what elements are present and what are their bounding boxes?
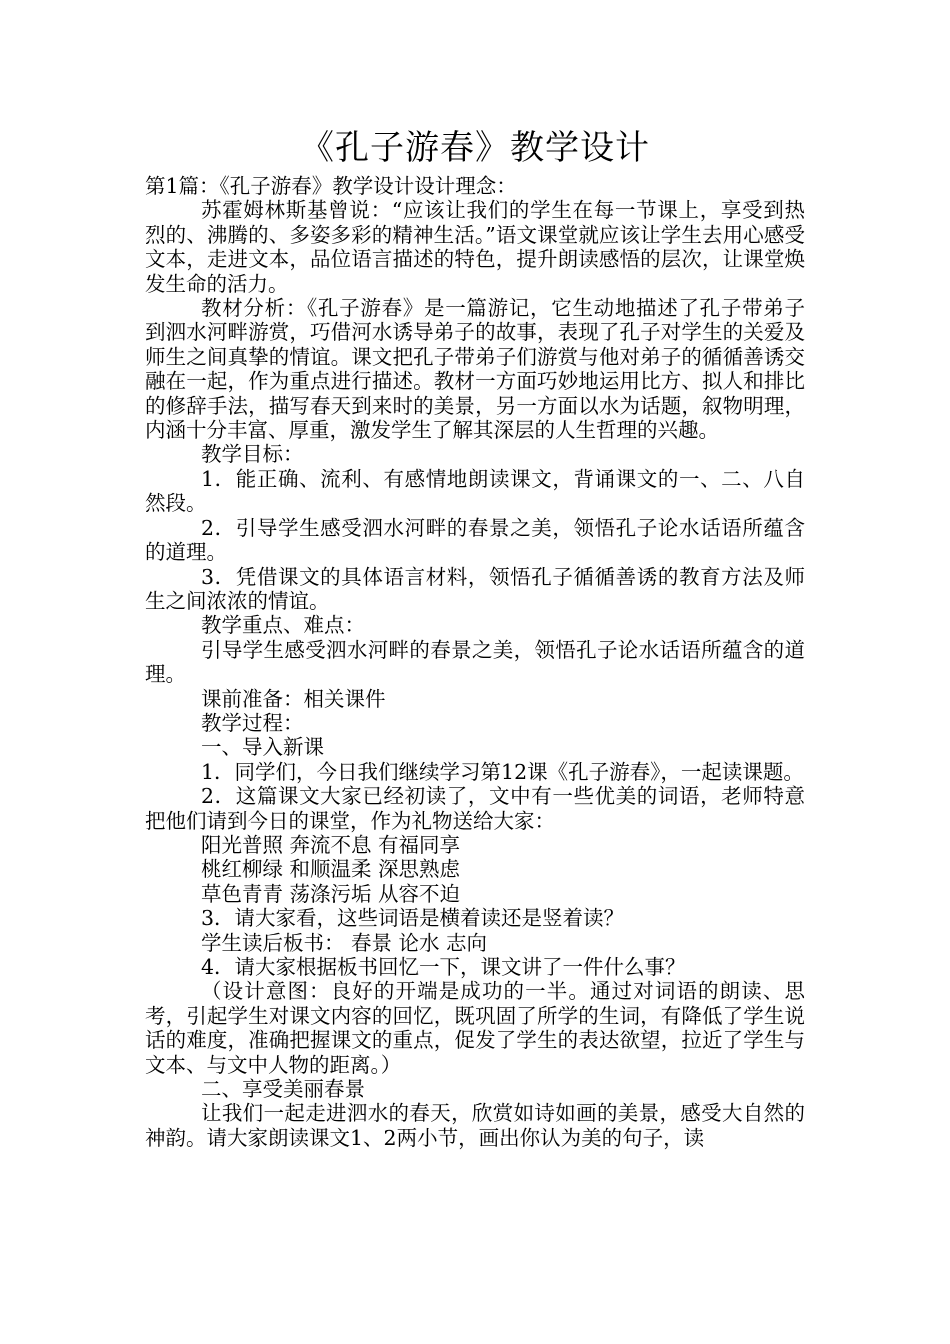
word-row-2: 桃红柳绿 和顺温柔 深思熟虑: [201, 857, 461, 882]
goal-item-1: 1．能正确、流利、有感情地朗读课文，背诵课文的一、二、八自然段。: [145, 466, 805, 516]
heading-key-points: 教学重点、难点：: [201, 613, 365, 638]
heading-section-two: 二、享受美丽春景: [201, 1077, 365, 1102]
process-item-1: 1．同学们，今日我们继续学习第12课《孔子游春》，一起读课题。: [201, 759, 804, 784]
paragraph-key-points: 引导学生感受泗水河畔的春景之美，领悟孔子论水话语所蕴含的道理。: [145, 637, 805, 687]
paragraph-material-analysis: 教材分析：《孔子游春》是一篇游记，它生动地描述了孔子带弟子到泗水河畔游赏，巧借河水诱导弟子的故事，表现了孔子对学生的关爱及师生之间真挚的情谊。课文把孔子带弟子们游赏与他对弟子的循循善诱交融在一起，作为重点进行描述。教材一方面巧妙地运用比方、拟人和排比的修辞手法，描写春天到来时的美景，另一方面以水为话题，叙物明理，内涵十分丰富、厚重，激发学生了解其深层的人生哲理的兴趣。: [145, 296, 805, 443]
heading-section-one: 一、导入新课: [201, 735, 324, 760]
paragraph-design-concept: 苏霍姆林斯基曾说：“应该让我们的学生在每一节课上，享受到热烈的、沸腾的、多姿多彩的精神生活。”语文课堂就应该让学生去用心感受文本，走进文本，品位语言描述的特色，提升朗读感悟的层次，让课堂焕发生命的活力。: [145, 198, 805, 296]
document-body: [145, 174, 805, 1150]
process-item-4: 4．请大家根据板书回忆一下，课文讲了一件什么事？: [201, 955, 686, 979]
paragraph-enjoy-spring: 让我们一起走进泗水的春天，欣赏如诗如画的美景，感受大自然的神韵。请大家朗读课文1、2两小节，画出你认为美的句子，读: [145, 1101, 805, 1150]
paragraph-design-intent: （设计意图：良好的开端是成功的一半。通过对词语的朗读、思考，引起学生对课文内容的回忆，既巩固了所学的生词，有降低了学生说话的难度，准确把握课文的重点，促发了学生的表达欲望，拉近了学生与文本、与文中人物的距离。）: [145, 979, 805, 1077]
goal-item-2: 2．引导学生感受泗水河畔的春景之美，领悟孔子论水话语所蕴含的道理。: [145, 515, 805, 565]
paragraph-board-writing: 学生读后板书： 春景 论水 志向: [201, 930, 488, 955]
process-item-2: 2．这篇课文大家已经初读了，文中有一些优美的词语，老师特意把他们请到今日的课堂，作为礼物送给大家：: [145, 784, 805, 833]
process-item-3: 3．请大家看，这些词语是横着读还是竖着读？: [201, 906, 625, 931]
heading-teaching-goals: 教学目标：: [201, 442, 304, 467]
word-row-1: 阳光普照 奔流不息 有福同享: [201, 832, 461, 857]
heading-teaching-process: 教学过程：: [201, 710, 304, 735]
paragraph-preparation: 课前准备：相关课件: [201, 686, 386, 711]
section-heading: 第1篇：《孔子游春》教学设计设计理念：: [145, 174, 517, 198]
document-title: 《孔子游春》教学设计: [300, 128, 650, 168]
word-row-3: 草色青青 荡涤污垢 从容不迫: [201, 881, 461, 906]
goal-item-3: 3．凭借课文的具体语言材料，领悟孔子循循善诱的教育方法及师生之间浓浓的情谊。: [145, 564, 805, 613]
